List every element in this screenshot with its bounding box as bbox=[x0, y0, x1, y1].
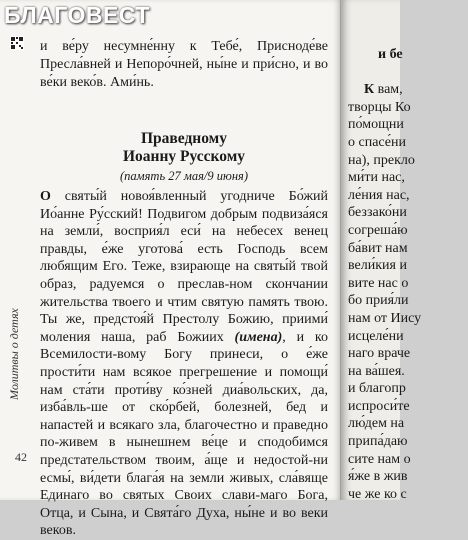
right-page-line bbox=[348, 64, 468, 82]
right-page-line: исцеле́ни bbox=[348, 328, 404, 344]
right-page-line: сите нам о bbox=[348, 451, 411, 467]
right-page-line: по́мощни bbox=[348, 117, 404, 133]
drop-cap: О bbox=[40, 189, 51, 204]
qr-code-icon bbox=[10, 36, 24, 50]
right-page-line: на), прекло bbox=[348, 152, 415, 168]
right-page-line: бо прия́ли bbox=[348, 293, 409, 309]
right-page-line: творцы Ко bbox=[348, 99, 411, 115]
right-page-line: вели́кия и bbox=[348, 258, 407, 274]
right-page-line: че же ко с bbox=[348, 486, 407, 502]
prayer-text-part-2: , и ко Всемилости-вому Богу принеси, о е́же прости́ти нам всякое прегрешение и помощи́ нам ста́ти проти́ву ко́зней диа́вольских, да, изба́вль-ше от ско́рбей, болезней, бед и напастей и всякаго зла, благочестно и праведно по-живем в нынешнем ве́це и сподобимся предстательством твоим, а́ще и недостой-ни есмы́, ви́дети блага́я на земли живых, сла́вяще Единаго во святых Своих слави-маго Бога, Отца, и Сына, и Свята́го Духа, ны́не и во веки веков. bbox=[40, 329, 328, 539]
right-page-line: ми́ти нас, bbox=[348, 170, 405, 186]
prayer-text bbox=[40, 188, 328, 540]
right-page-line: К вам, bbox=[364, 82, 403, 98]
prayer-heading bbox=[40, 130, 328, 166]
heading-line-1: Праведному bbox=[140, 130, 227, 147]
watermark-logo: БЛАГОВЕСТ bbox=[4, 2, 150, 28]
right-page-text bbox=[348, 38, 468, 503]
heading-line-2: Иоанну Русскому bbox=[122, 148, 246, 165]
right-page-line: согреша́ю bbox=[348, 222, 408, 238]
right-page-line: ле́ния нас, bbox=[348, 187, 410, 203]
right-page-line: беззако́ни bbox=[348, 205, 407, 221]
prayer-text-part-1: святы́й новоя́вленный угодниче Бо́жий Ио́анне Ру́сский! Подвигом добрым подвиза́яся на земли́, восприя́л еси́ на небесех венец правды, е́же уготова́ есть Господь всем любящим Его. Теже, взирающе на святы́й твой образ, радуемся о преслав-ном скончании жительства твоего и чтим святую память твою. Ты же, предстоя́й Престолу Божию, приими́ моления наша, раб Божиих bbox=[40, 189, 328, 345]
right-page-line: ба́вит нам bbox=[348, 240, 408, 256]
right-page-line: припа́даю bbox=[348, 434, 408, 450]
right-page-line: нам от Иису bbox=[348, 310, 422, 326]
commemoration-date: (память 27 мая/9 июня) bbox=[119, 169, 249, 183]
names-placeholder: (имена) bbox=[234, 329, 283, 345]
text-column bbox=[40, 38, 328, 540]
right-page-line: на ва́шея. bbox=[348, 363, 405, 379]
right-page-line: лю́дем на bbox=[348, 416, 405, 432]
right-page-line: и благопр bbox=[348, 381, 406, 397]
right-page bbox=[342, 0, 422, 502]
right-page-line: я́же в жив bbox=[348, 469, 408, 485]
previous-prayer-ending: и ве́ру несумне́нну к Тебе́, Присноде́ве Пресла́вней и Непоро́чней, ны́не и при́сно, и во ве́ки веко́в. Ами́нь. bbox=[40, 39, 328, 90]
right-page-line: испроси́те bbox=[348, 398, 410, 414]
right-page-line: и бе bbox=[378, 47, 403, 62]
right-page-line: вите нас о bbox=[348, 275, 409, 291]
right-page-line: нaго враче bbox=[348, 346, 411, 362]
page-number: 42 bbox=[15, 450, 27, 464]
running-title: Молитвы о детях bbox=[7, 308, 21, 400]
right-page-line: о спасе́ни bbox=[348, 134, 407, 150]
